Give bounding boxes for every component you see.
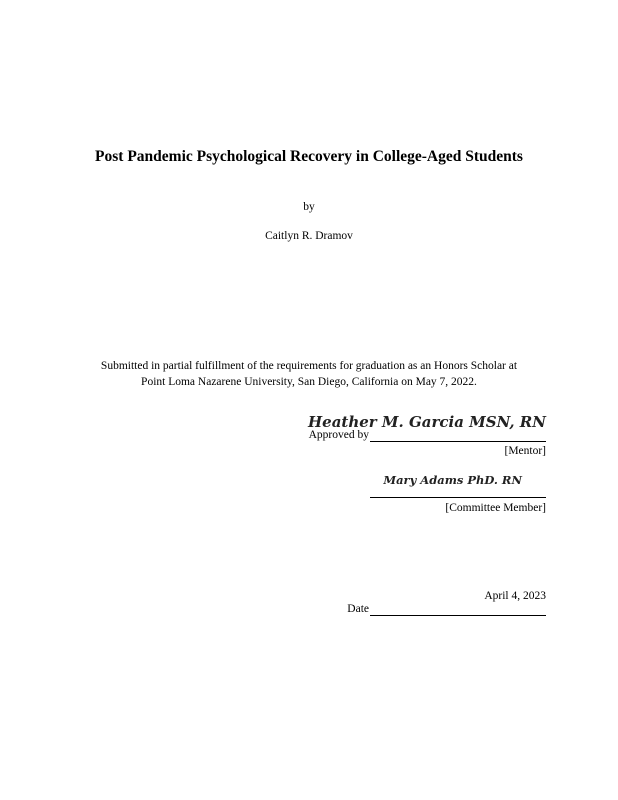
committee-signature: Mary Adams PhD. RN — [383, 473, 522, 487]
date-rule — [370, 604, 546, 616]
mentor-role: [Mentor] — [504, 445, 546, 457]
by-label: by — [303, 201, 315, 213]
submission-statement — [0, 358, 618, 390]
committee-signature-rule — [370, 486, 546, 498]
submission-line-2: Point Loma Nazarene University, San Diego, California on May 7, 2022. — [141, 376, 477, 388]
author-name: Caitlyn R. Dramov — [265, 230, 353, 242]
approved-by-label: Approved by — [308, 429, 369, 441]
approved-by-line — [309, 428, 546, 442]
date-line — [347, 602, 546, 616]
committee-role: [Committee Member] — [445, 502, 546, 514]
date-label: Date — [347, 603, 369, 615]
submission-line-1: Submitted in partial fulfillment of the requirements for graduation as an Honors Scholar at — [100, 360, 518, 372]
date-value: April 4, 2023 — [484, 590, 546, 602]
document-title: Post Pandemic Psychological Recovery in College-Aged Students — [95, 148, 523, 165]
mentor-signature: Heather M. Garcia MSN, RN — [307, 413, 546, 431]
mentor-signature-rule — [370, 430, 546, 442]
